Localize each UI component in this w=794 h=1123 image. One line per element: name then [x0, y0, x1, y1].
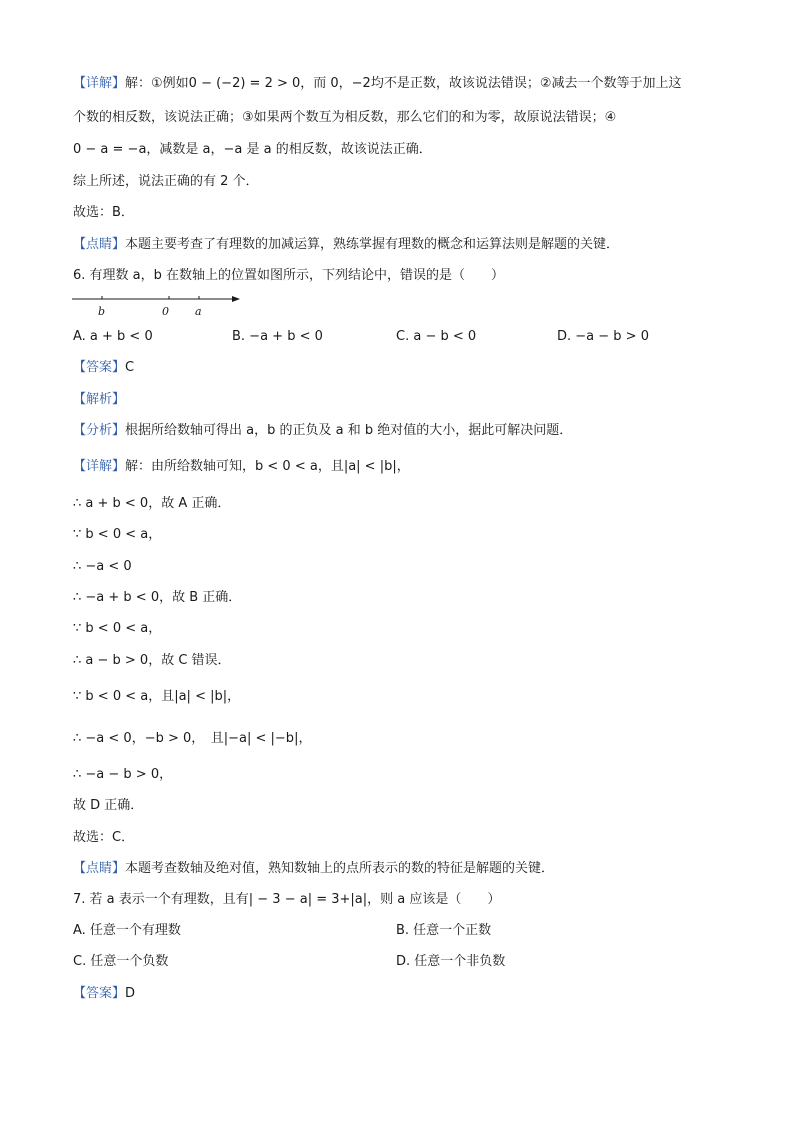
analysis-heading — [73, 391, 733, 409]
q6-option-a: A. a + b < 0 — [73, 329, 153, 344]
label-zero: 0 — [162, 305, 169, 318]
text-line — [73, 109, 733, 127]
text-line — [73, 688, 733, 706]
line-text: C — [125, 360, 135, 375]
text-line — [73, 589, 733, 607]
line-text: ∴ −a + b < 0，故 B 正确． — [73, 590, 242, 605]
line-text: ∴ −a < 0，−b > 0， 且|−a| < |−b|， — [73, 731, 312, 746]
text-line — [73, 173, 733, 191]
line-text: ∵ b < 0 < a， — [73, 621, 162, 636]
section-tag: 【分析】 — [73, 423, 126, 438]
text-line — [73, 141, 733, 159]
q7-option-d: D. 任意一个非负数 — [396, 954, 506, 969]
question-7-stem — [73, 891, 733, 909]
text-line — [73, 620, 733, 638]
line-text: 7. 若 a 表示一个有理数，且有| − 3 − a| = 3+|a|，则 a 应该是（ ） — [73, 892, 501, 907]
section-tag: 【详解】 — [73, 76, 126, 91]
section-tag: 【解析】 — [73, 392, 126, 407]
line-text: 根据所给数轴可得出 a，b 的正负及 a 和 b 绝对值的大小，据此可解决问题． — [125, 423, 573, 438]
text-line — [73, 652, 733, 670]
section-tag: 【点睛】 — [73, 237, 126, 252]
arrow-right-icon — [232, 296, 240, 302]
q6-option-b: B. −a + b < 0 — [232, 329, 323, 344]
text-line — [73, 495, 733, 513]
text-line — [73, 558, 733, 576]
text-line — [73, 458, 733, 476]
text-line — [73, 829, 733, 847]
text-line — [73, 204, 733, 222]
q7-option-a: A. 任意一个有理数 — [73, 923, 181, 938]
line-text: D — [125, 986, 136, 1001]
q6-option-d: D. −a − b > 0 — [557, 329, 649, 344]
number-line-figure — [70, 292, 245, 320]
answer-line — [73, 359, 733, 377]
section-tag: 【答案】 — [73, 360, 126, 375]
text-line — [73, 730, 733, 748]
line-text: 本题主要考查了有理数的加减运算，熟练掌握有理数的概念和运算法则是解题的关键． — [125, 237, 620, 252]
q6-option-c: C. a − b < 0 — [396, 329, 477, 344]
line-text: 故选：C． — [73, 830, 135, 845]
section-tag: 【详解】 — [73, 459, 126, 474]
line-text: ∴ −a < 0 — [73, 559, 132, 574]
label-a: a — [195, 305, 202, 318]
text-line — [73, 526, 733, 544]
line-text: 个数的相反数，该说法正确；③如果两个数互为相反数，那么它们的和为零，故原说法错误；④ — [73, 110, 617, 125]
section-tag: 【点睛】 — [73, 861, 126, 876]
q7-option-c: C. 任意一个负数 — [73, 954, 169, 969]
label-b: b — [98, 305, 106, 318]
section-tag: 【答案】 — [73, 986, 126, 1001]
line-text: 本题考查数轴及绝对值，熟知数轴上的点所表示的数的特征是解题的关键． — [125, 861, 555, 876]
line-text: ∵ b < 0 < a，且|a| < |b|， — [73, 689, 241, 704]
text-line — [73, 75, 733, 93]
line-text: 故 D 正确． — [73, 798, 144, 813]
text-line — [73, 797, 733, 815]
line-text: ∵ b < 0 < a， — [73, 527, 162, 542]
text-line — [73, 860, 733, 878]
answer-line — [73, 985, 733, 1003]
text-line — [73, 236, 733, 254]
text-line — [73, 422, 733, 440]
text-line — [73, 766, 733, 784]
line-text: 解：①例如0 − (−2) = 2 > 0，而 0，−2均不是正数，故该说法错误；②减去一个数等于加上这 — [125, 76, 682, 91]
line-text: ∴ −a − b > 0， — [73, 767, 173, 782]
q7-option-b: B. 任意一个正数 — [396, 923, 492, 938]
question-6-stem — [73, 267, 733, 285]
line-text: ∴ a + b < 0，故 A 正确． — [73, 496, 231, 511]
line-text: ∴ a − b > 0，故 C 错误． — [73, 653, 231, 668]
line-text: 故选：B． — [73, 205, 134, 220]
line-text: 综上所述，说法正确的有 2 个． — [73, 174, 259, 189]
line-text: 解：由所给数轴可知，b < 0 < a，且|a| < |b|， — [125, 459, 410, 474]
line-text: 6. 有理数 a，b 在数轴上的位置如图所示，下列结论中，错误的是（ ） — [73, 268, 505, 283]
line-text: 0 − a = −a，减数是 a，−a 是 a 的相反数，故该说法正确． — [73, 142, 432, 157]
